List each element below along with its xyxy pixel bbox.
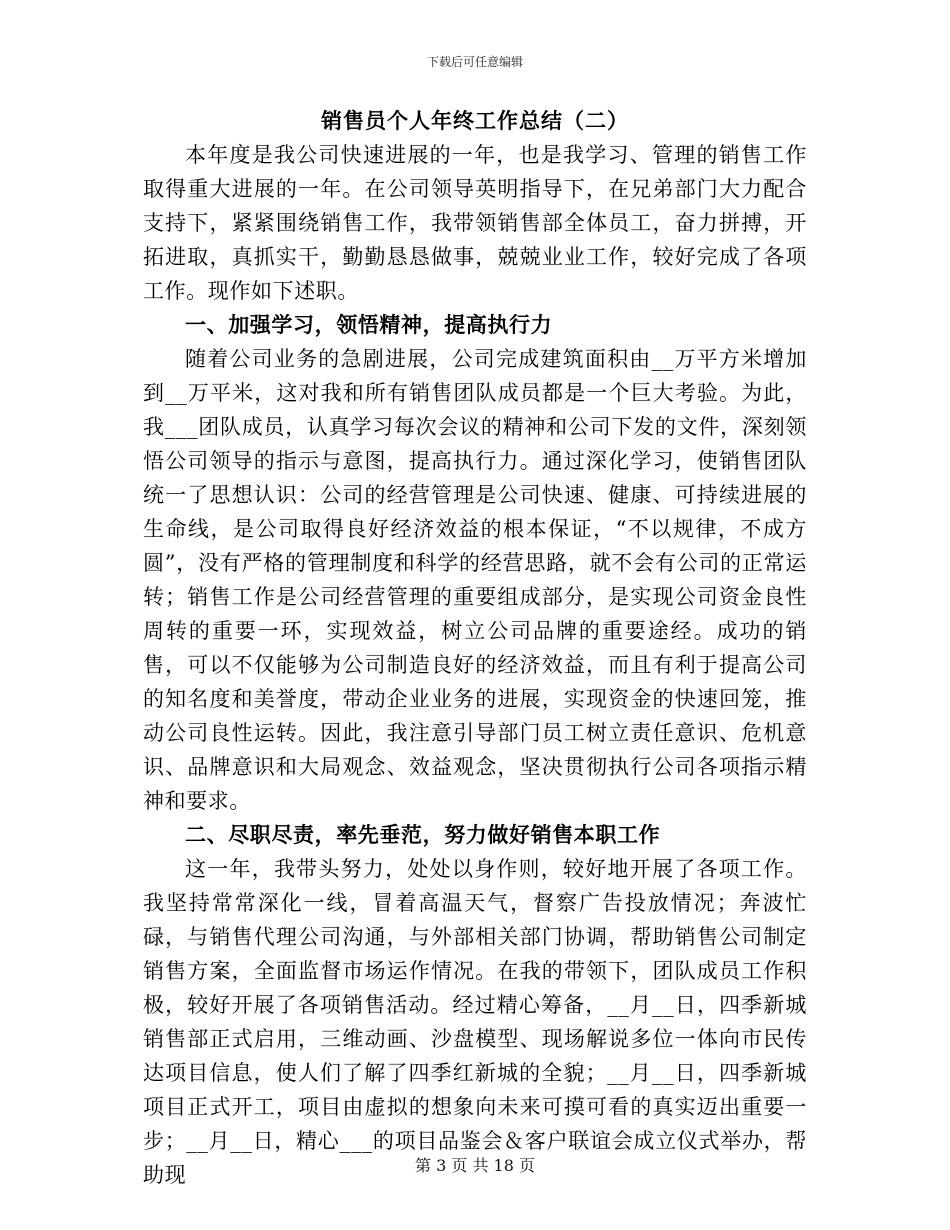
document-body xyxy=(143,104,807,1192)
section-paragraph-2: 这一年，我带头努力，处处以身作则，较好地开展了各项工作。我坚持常常深化一线，冒着高温天气，督察广告投放情况；奔波忙碌，与销售代理公司沟通，与外部相关部门协调，帮助销售公司制定销售方案，全面监督市场运作情况。在我的带领下，团队成员工作积极，较好开展了各项销售活动。经过精心筹备，__月__日，四季新城销售部正式启用，三维动画、沙盘模型、现场解说多位一体向市民传达项目信息，使人们了解了四季红新城的全貌；__月__日，四季新城项目正式开工，项目由虚拟的想象向未来可摸可看的真实迈出重要一步；__月__日，精心___的项目品鉴会＆客户联谊会成立仪式举办，帮助现 xyxy=(143,857,807,1187)
section-heading-1: 一、加强学习，领悟精神，提高执行力 xyxy=(185,312,553,337)
page-number-footer: 第 3 页 共 18 页 xyxy=(415,1156,535,1175)
document-title: 销售员个人年终工作总结（二） xyxy=(321,108,629,133)
section-paragraph-1: 随着公司业务的急剧进展，公司完成建筑面积由__万平方米增加到__万平米，这对我和所有销售团队成员都是一个巨大考验。为此，我___团队成员，认真学习每次会议的精神和公司下发的文件，深刻领悟公司领导的指示与意图，提高执行力。通过深化学习，使销售团队统一了思想认识：公司的经营管理是公司快速、健康、可持续进展的生命线，是公司取得良好经济效益的根本保证，“不以规律，不成方圆”，没有严格的管理制度和科学的经营思路，就不会有公司的正常运转；销售工作是公司经营管理的重要组成部分，是实现公司资金良性周转的重要一环，实现效益，树立公司品牌的重要途经。成功的销售，可以不仅能够为公司制造良好的经济效益，而且有利于提高公司的知名度和美誉度，带动企业业务的进展，实现资金的快速回笼，推动公司良性运转。因此，我注意引导部门员工树立责任意识、危机意识、品牌意识和大局观念、效益观念，坚决贯彻执行公司各项指示精神和要求。 xyxy=(143,347,807,813)
intro-paragraph: 本年度是我公司快速进展的一年，也是我学习、管理的销售工作取得重大进展的一年。在公司领导英明指导下，在兄弟部门大力配合支持下，紧紧围绕销售工作，我带领销售部全体员工，奋力拼搏，开拓进取，真抓实干，勤勤恳恳做事，兢兢业业工作，较好完成了各项工作。现作如下述职。 xyxy=(143,143,807,303)
section-heading-2: 二、尽职尽责，率先垂范，努力做好销售本职工作 xyxy=(185,822,661,847)
header-note: 下载后可任意编辑 xyxy=(426,55,523,69)
